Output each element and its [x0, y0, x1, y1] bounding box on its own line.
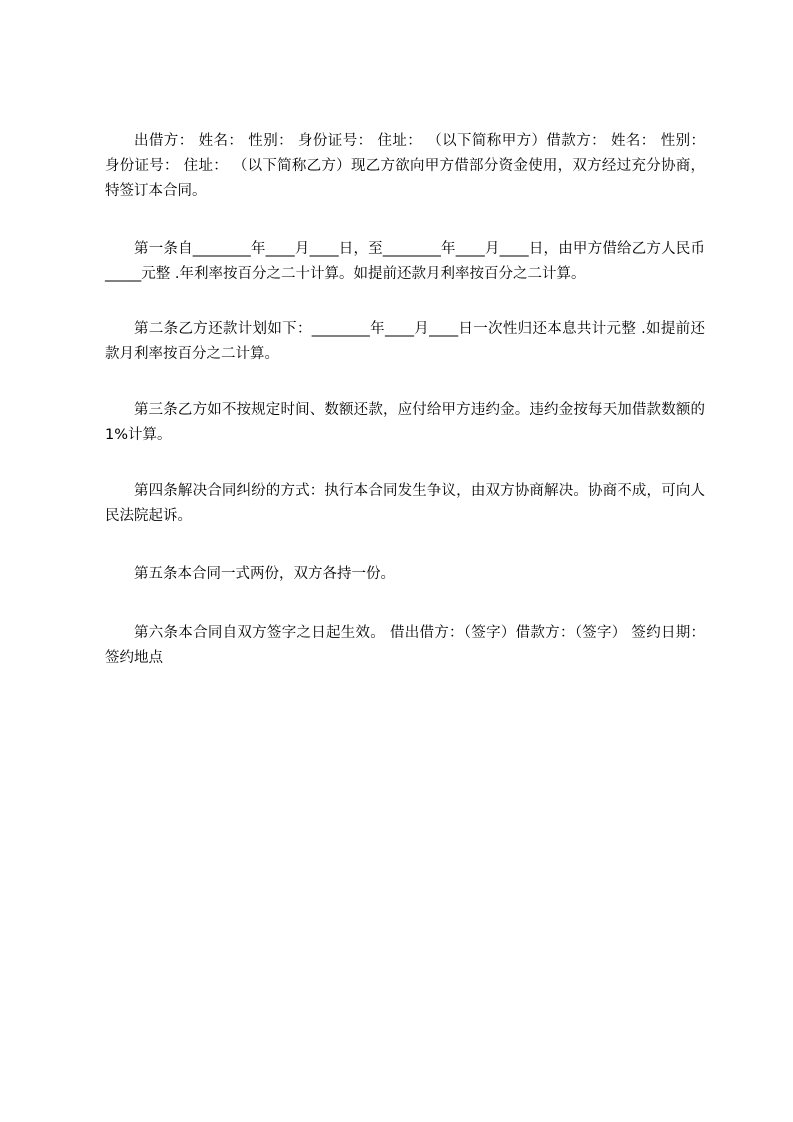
article-5-paragraph: 第五条本合同一式两份，双方各持一份。	[134, 566, 395, 582]
article-1-paragraph: 第一条自________年____月____日，至________年____月____日，由甲方借给乙方人民币_____元整 .年利率按百分之二十计算。如提前还款月利率按百分之二计算。	[105, 241, 705, 282]
article-4-paragraph: 第四条解决合同纠纷的方式：执行本合同发生争议，由双方协商解决。协商不成，可向人民法院起诉。	[105, 483, 705, 524]
article-2-paragraph: 第二条乙方还款计划如下：________年____月____日一次性归还本息共计元整 .如提前还款月利率按百分之二计算。	[105, 321, 705, 362]
parties-paragraph: 出借方： 姓名： 性别： 身份证号： 住址： （以下简称甲方）借款方： 姓名： 性别： 身份证号： 住址： （以下简称乙方）现乙方欲向甲方借部分资金使用，双方经过充分协商，特签订本合同。	[105, 133, 705, 199]
article-6-paragraph: 第六条本合同自双方签字之日起生效。 借出借方：（签字）借款方：（签字） 签约日期： 签约地点	[105, 625, 705, 666]
article-3-paragraph: 第三条乙方如不按规定时间、数额还款，应付给甲方违约金。违约金按每天加借款数额的 1%计算。	[105, 402, 705, 443]
contract-body	[105, 129, 705, 671]
